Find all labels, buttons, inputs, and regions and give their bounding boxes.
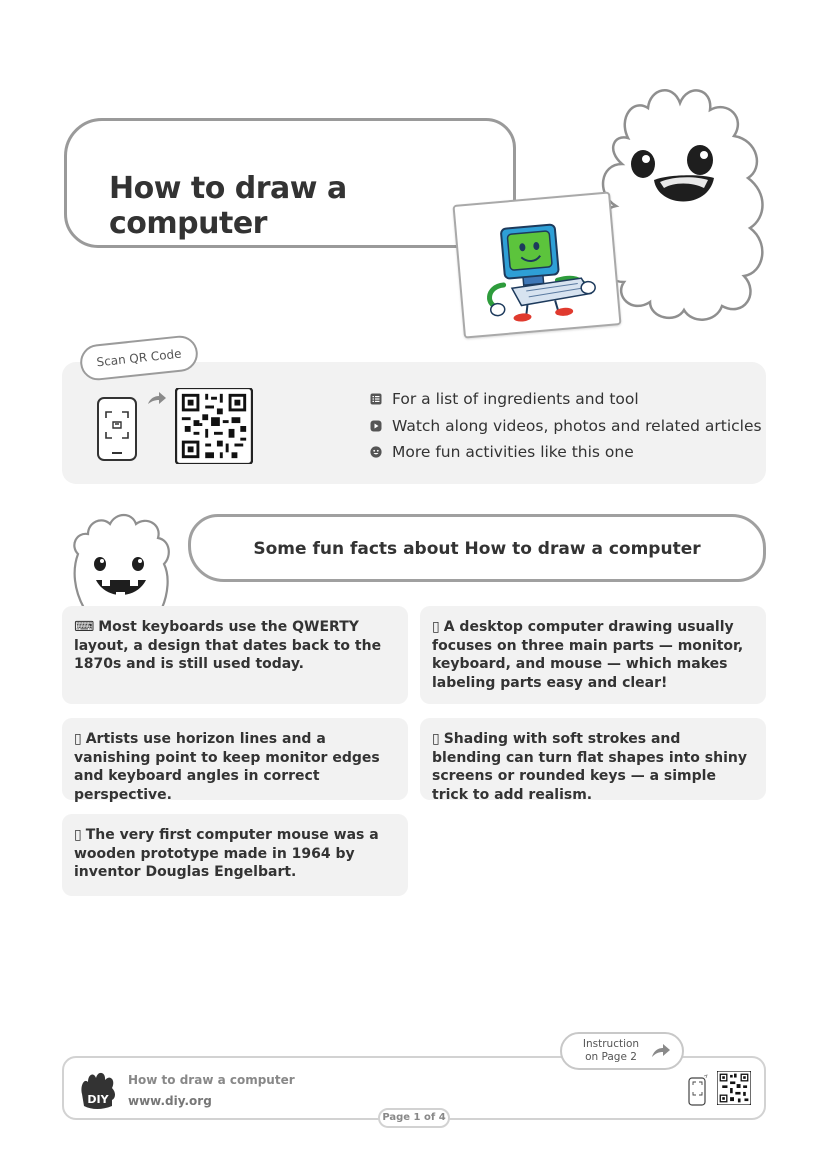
list-icon xyxy=(370,393,382,405)
list-item-text: Watch along videos, photos and related articles xyxy=(392,416,762,435)
list-item xyxy=(370,386,762,413)
qr-code-image xyxy=(175,388,253,464)
diy-logo xyxy=(78,1068,118,1112)
list-item xyxy=(370,439,762,466)
fact-text: A desktop computer drawing usually focuses on three main parts — monitor, keyboard, and mouse — which makes labeling parts easy and clear! xyxy=(432,619,744,691)
next-instruction-button[interactable] xyxy=(560,1032,684,1070)
smiley-icon xyxy=(370,446,382,458)
fact-text: The very first computer mouse was a wooden prototype made in 1964 by inventor Douglas Engelbart. xyxy=(74,827,379,881)
phone-scan-icon xyxy=(688,1074,708,1106)
missing-glyph-icon: ▯ xyxy=(432,731,440,747)
play-icon xyxy=(370,420,382,432)
keyboard-icon: ⌨ xyxy=(74,619,95,635)
monster-mascot-small-illustration xyxy=(66,510,176,608)
fact-text: Most keyboards use the QWERTY layout, a design that dates back to the 1870s and is still used today. xyxy=(74,619,382,673)
arrow-right-icon xyxy=(650,1042,672,1060)
missing-glyph-icon: ▯ xyxy=(74,731,82,747)
footer-url[interactable]: www.diy.org xyxy=(128,1094,212,1108)
title-bubble xyxy=(64,118,516,248)
fact-card xyxy=(420,718,766,803)
qr-code-small-image xyxy=(717,1071,751,1105)
fact-card xyxy=(62,814,408,896)
list-item xyxy=(370,413,762,440)
footer-title: How to draw a computer xyxy=(128,1073,295,1087)
page-indicator: Page 1 of 4 xyxy=(378,1108,450,1128)
fun-facts-heading-bubble xyxy=(188,514,766,582)
fact-card xyxy=(62,606,408,704)
computer-character-illustration xyxy=(476,207,603,327)
missing-glyph-icon: ▯ xyxy=(74,827,82,843)
next-instruction-label: Instruction on Page 2 xyxy=(582,1038,640,1063)
svg-text:DIY: DIY xyxy=(87,1093,109,1106)
fact-card xyxy=(62,718,408,803)
fact-card xyxy=(420,606,766,704)
computer-drawing-photo xyxy=(452,191,621,338)
fact-text: Shading with soft strokes and blending can turn flat shapes into shiny screens or rounded keys — a simple trick to add realism. xyxy=(432,731,747,803)
missing-glyph-icon: ▯ xyxy=(432,619,440,635)
fun-facts-heading: Some fun facts about How to draw a computer xyxy=(253,539,701,559)
list-item-text: More fun activities like this one xyxy=(392,443,634,462)
qr-benefits-list xyxy=(370,386,762,466)
scan-qr-label: Scan QR Code xyxy=(78,334,199,382)
list-item-text: For a list of ingredients and tool xyxy=(392,390,639,409)
fact-text: Artists use horizon lines and a vanishing point to keep monitor edges and keyboard angles in correct perspective. xyxy=(74,731,380,803)
phone-scan-icon xyxy=(96,396,138,462)
arrow-right-icon xyxy=(146,390,168,408)
page-title: How to draw a computer xyxy=(109,171,347,241)
